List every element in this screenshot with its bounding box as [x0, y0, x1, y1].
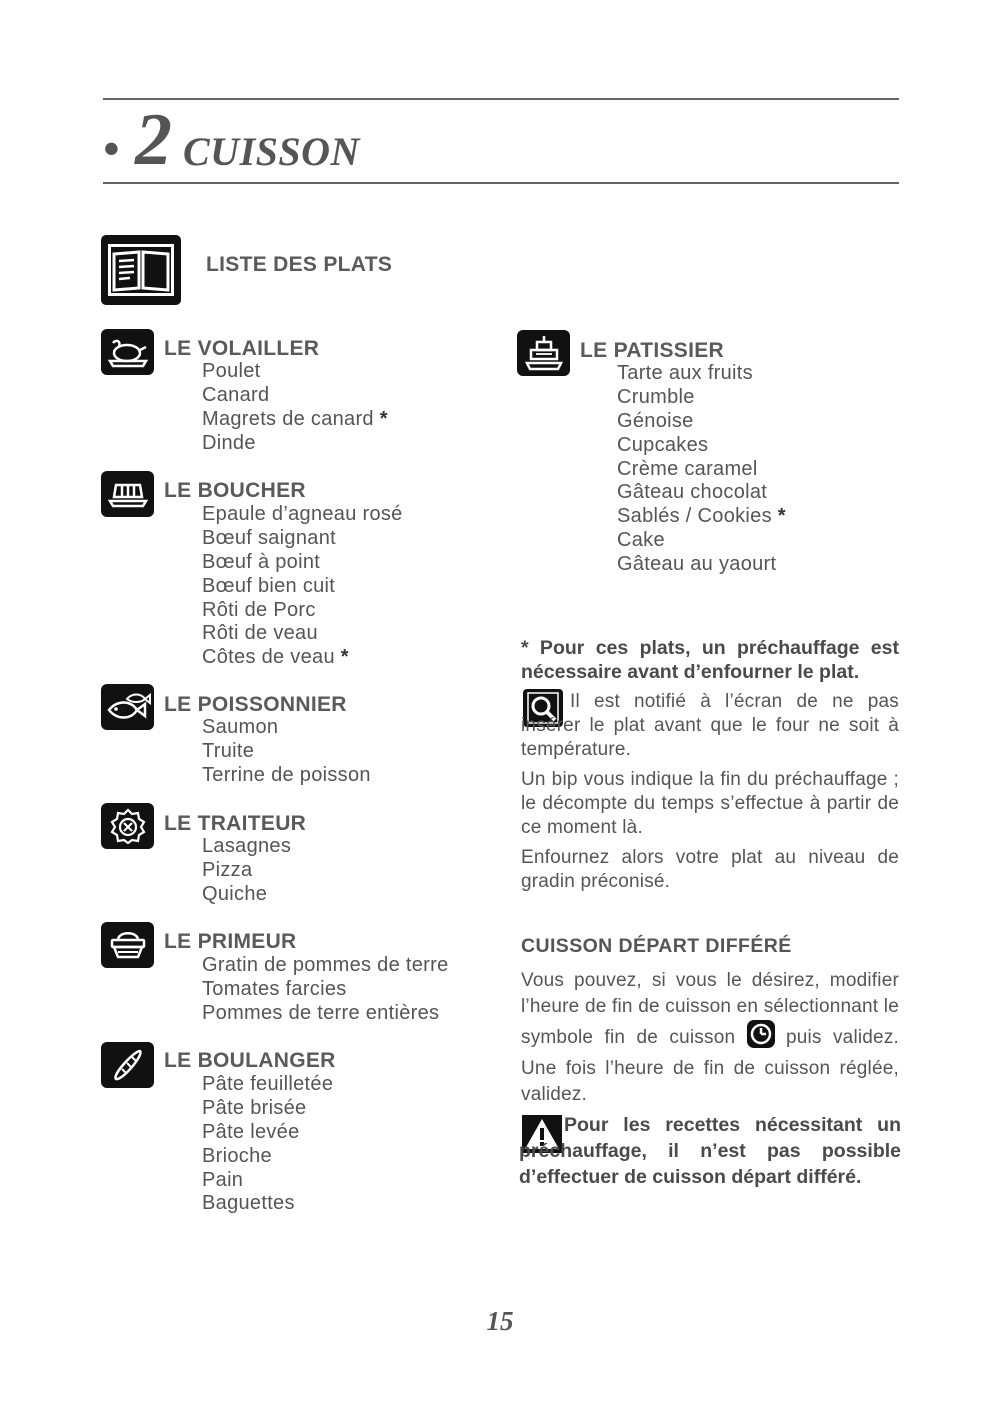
delayed-text: Vous pouvez, si vous le désirez, modifier l’heure de fin de cuisson en sélectionnant le symbole fin de cuisson puis validez. Une fois l’heure de fin de cuisson réglée, validez.: [521, 970, 900, 1105]
list-item: Lasagnes: [202, 835, 292, 857]
list-item: Pâte levée: [202, 1120, 300, 1143]
end-of-cooking-icon: [747, 1020, 775, 1056]
list-item: Quiche: [202, 882, 268, 905]
section-title-patissier: LE PATISSIER: [580, 339, 725, 362]
screen-notice: Il est notifié à l’écran de ne pas insérer le plat avant que le four ne soit à température.: [521, 691, 899, 760]
list-item: Brioche: [202, 1144, 272, 1167]
list-item: Pommes de terre entières: [202, 1001, 440, 1024]
preheat-note: * Pour ces plats, un préchauffage est nécessaire avant d’enfourner le plat.: [521, 637, 899, 683]
list-item: Magrets de canard *: [202, 407, 388, 430]
list-item: Pain: [202, 1168, 244, 1191]
section-title-traiteur: LE TRAITEUR: [164, 812, 307, 835]
list-item: Gâteau au yaourt: [617, 553, 777, 576]
list-item: Dinde: [202, 431, 256, 454]
page-number: 15: [486, 1306, 514, 1336]
list-patissier: [617, 362, 786, 577]
list-primeur: [202, 954, 449, 1026]
meat-icon: [101, 471, 154, 517]
header-rule-top: [103, 98, 899, 100]
list-volailler: [202, 360, 388, 456]
list-item: Pâte feuilletée: [202, 1073, 334, 1095]
list-item: Côtes de veau *: [202, 646, 349, 669]
list-item: Crumble: [617, 385, 695, 408]
list-item: Rôti de Porc: [202, 598, 316, 621]
list-item: Sablés / Cookies *: [617, 505, 786, 528]
list-item: Bœuf bien cuit: [202, 574, 336, 597]
poultry-icon: [101, 329, 154, 375]
chapter-number: 2: [135, 99, 172, 181]
chapter-bullet: •: [103, 123, 120, 174]
list-boucher: [202, 503, 403, 670]
header-rule-bottom: [103, 182, 899, 184]
delayed-heading: CUISSON DÉPART DIFFÉRÉ: [521, 935, 792, 957]
list-item: Bœuf à point: [202, 550, 321, 573]
list-poissonnier: [202, 716, 371, 788]
bread-icon: [101, 1042, 154, 1088]
list-item: Terrine de poisson: [202, 763, 371, 786]
cake-icon: [517, 330, 570, 376]
list-item: Tomates farcies: [202, 977, 347, 1000]
section-title-boucher: LE BOUCHER: [164, 479, 306, 502]
list-item: Bœuf saignant: [202, 526, 336, 549]
preheat-star: *: [379, 407, 388, 430]
chapter-name: CUISSON: [183, 129, 360, 174]
list-item: Baguettes: [202, 1192, 295, 1215]
list-item: Génoise: [617, 409, 694, 432]
list-item: Pâte brisée: [202, 1096, 307, 1119]
list-boulanger: [202, 1073, 333, 1216]
beep-notice: Un bip vous indique la fin du préchauffage ; le décompte du temps s’effectue à partir de ce moment là.: [521, 769, 899, 838]
list-item: Saumon: [202, 716, 279, 738]
list-item: Rôti de veau: [202, 622, 318, 645]
list-traiteur: [202, 835, 291, 907]
list-item: Epaule d’agneau rosé: [202, 503, 403, 525]
preheat-star: *: [340, 646, 349, 669]
book-icon: [101, 235, 181, 305]
list-item: Crème caramel: [617, 457, 758, 480]
caterer-icon: [101, 803, 154, 849]
fish-icon: [101, 684, 154, 730]
list-item: Truite: [202, 739, 255, 762]
vegetable-basket-icon: [101, 922, 154, 968]
section-title-primeur: LE PRIMEUR: [164, 930, 297, 953]
insert-notice: Enfournez alors votre plat au niveau de gradin préconisé.: [521, 847, 899, 892]
section-title-volailler: LE VOLAILLER: [164, 337, 320, 360]
list-item: Gâteau chocolat: [617, 481, 768, 504]
list-item: Gratin de pommes de terre: [202, 954, 449, 976]
list-title: LISTE DES PLATS: [206, 253, 393, 276]
list-item: Cake: [617, 529, 665, 552]
section-title-poissonnier: LE POISSONNIER: [164, 693, 347, 716]
delayed-warning: Pour les recettes nécessitant un préchauffage, il n’est pas possible d’effectuer de cuisson départ différé.: [519, 1114, 901, 1188]
list-item: Canard: [202, 383, 270, 406]
preheat-star: *: [777, 505, 786, 528]
section-title-boulanger: LE BOULANGER: [164, 1049, 336, 1072]
list-item: Poulet: [202, 360, 261, 382]
list-item: Tarte aux fruits: [617, 362, 753, 384]
list-item: Pizza: [202, 858, 253, 881]
list-item: Cupcakes: [617, 433, 709, 456]
